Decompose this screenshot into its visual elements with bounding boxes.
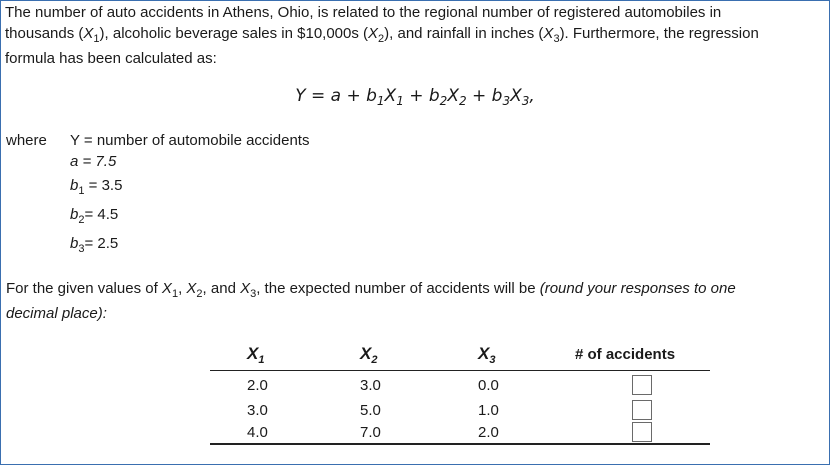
cell-x1: 4.0 <box>210 421 348 444</box>
answer-cell <box>575 399 710 421</box>
header-x2: $X_2$ <box>348 338 465 371</box>
where-label: where <box>6 132 47 149</box>
cell-x3: 0.0 <box>478 376 499 394</box>
table-row <box>210 399 710 421</box>
def-a: a = 7.5 <box>70 153 117 170</box>
accidents-input-1[interactable] <box>632 375 652 395</box>
intro-line-3: formula has been calculated as: <box>5 50 217 67</box>
intro-line-1: The number of auto accidents in Athens, Ohio, is related to the regional number of registered automobiles in <box>5 4 722 21</box>
answer-cell <box>575 421 710 444</box>
accidents-input-3[interactable] <box>632 422 652 442</box>
table-row <box>210 421 710 444</box>
cell-x1: 3.0 <box>247 401 268 419</box>
intro-line-2: thousands $(X_1)$, alcoholic beverage sales in $10,000s $(X_2)$, and rainfall in inches $(X_3)$. Furthermore, the regression <box>5 25 759 45</box>
cell-x2: 3.0 <box>360 376 381 394</box>
cell-x2: 5.0 <box>360 401 381 419</box>
accidents-input-2[interactable] <box>632 400 652 420</box>
question-line-1: For the given values of $X_1$, $X_2$, and $X_3$, the expected number of accidents will be (round your responses to one <box>6 280 736 300</box>
def-b3: $b_3= 2.5$ <box>70 235 119 255</box>
regression-formula: $Y = a + b_1X_1 + b_2X_2 + b_3X_3$, <box>295 86 535 108</box>
def-b2: $b_2= 4.5$ <box>70 206 119 226</box>
cell-x1: 2.0 <box>247 376 268 394</box>
def-y: Y = number of automobile accidents <box>70 132 310 149</box>
table-header-row <box>210 338 710 371</box>
values-table <box>210 338 710 445</box>
header-x3: $X_3$ <box>465 338 575 371</box>
cell-x3: 2.0 <box>465 421 575 444</box>
cell-x2: 7.0 <box>348 421 465 444</box>
cell-x3: 1.0 <box>478 401 499 419</box>
question-line-2: decimal place): <box>6 305 107 322</box>
answer-cell <box>575 371 710 400</box>
def-b1: $b_1 = 3.5$ <box>70 177 123 197</box>
table-row <box>210 371 710 400</box>
header-accidents: # of accidents <box>575 338 710 371</box>
header-x1: $X_1$ <box>210 338 348 371</box>
